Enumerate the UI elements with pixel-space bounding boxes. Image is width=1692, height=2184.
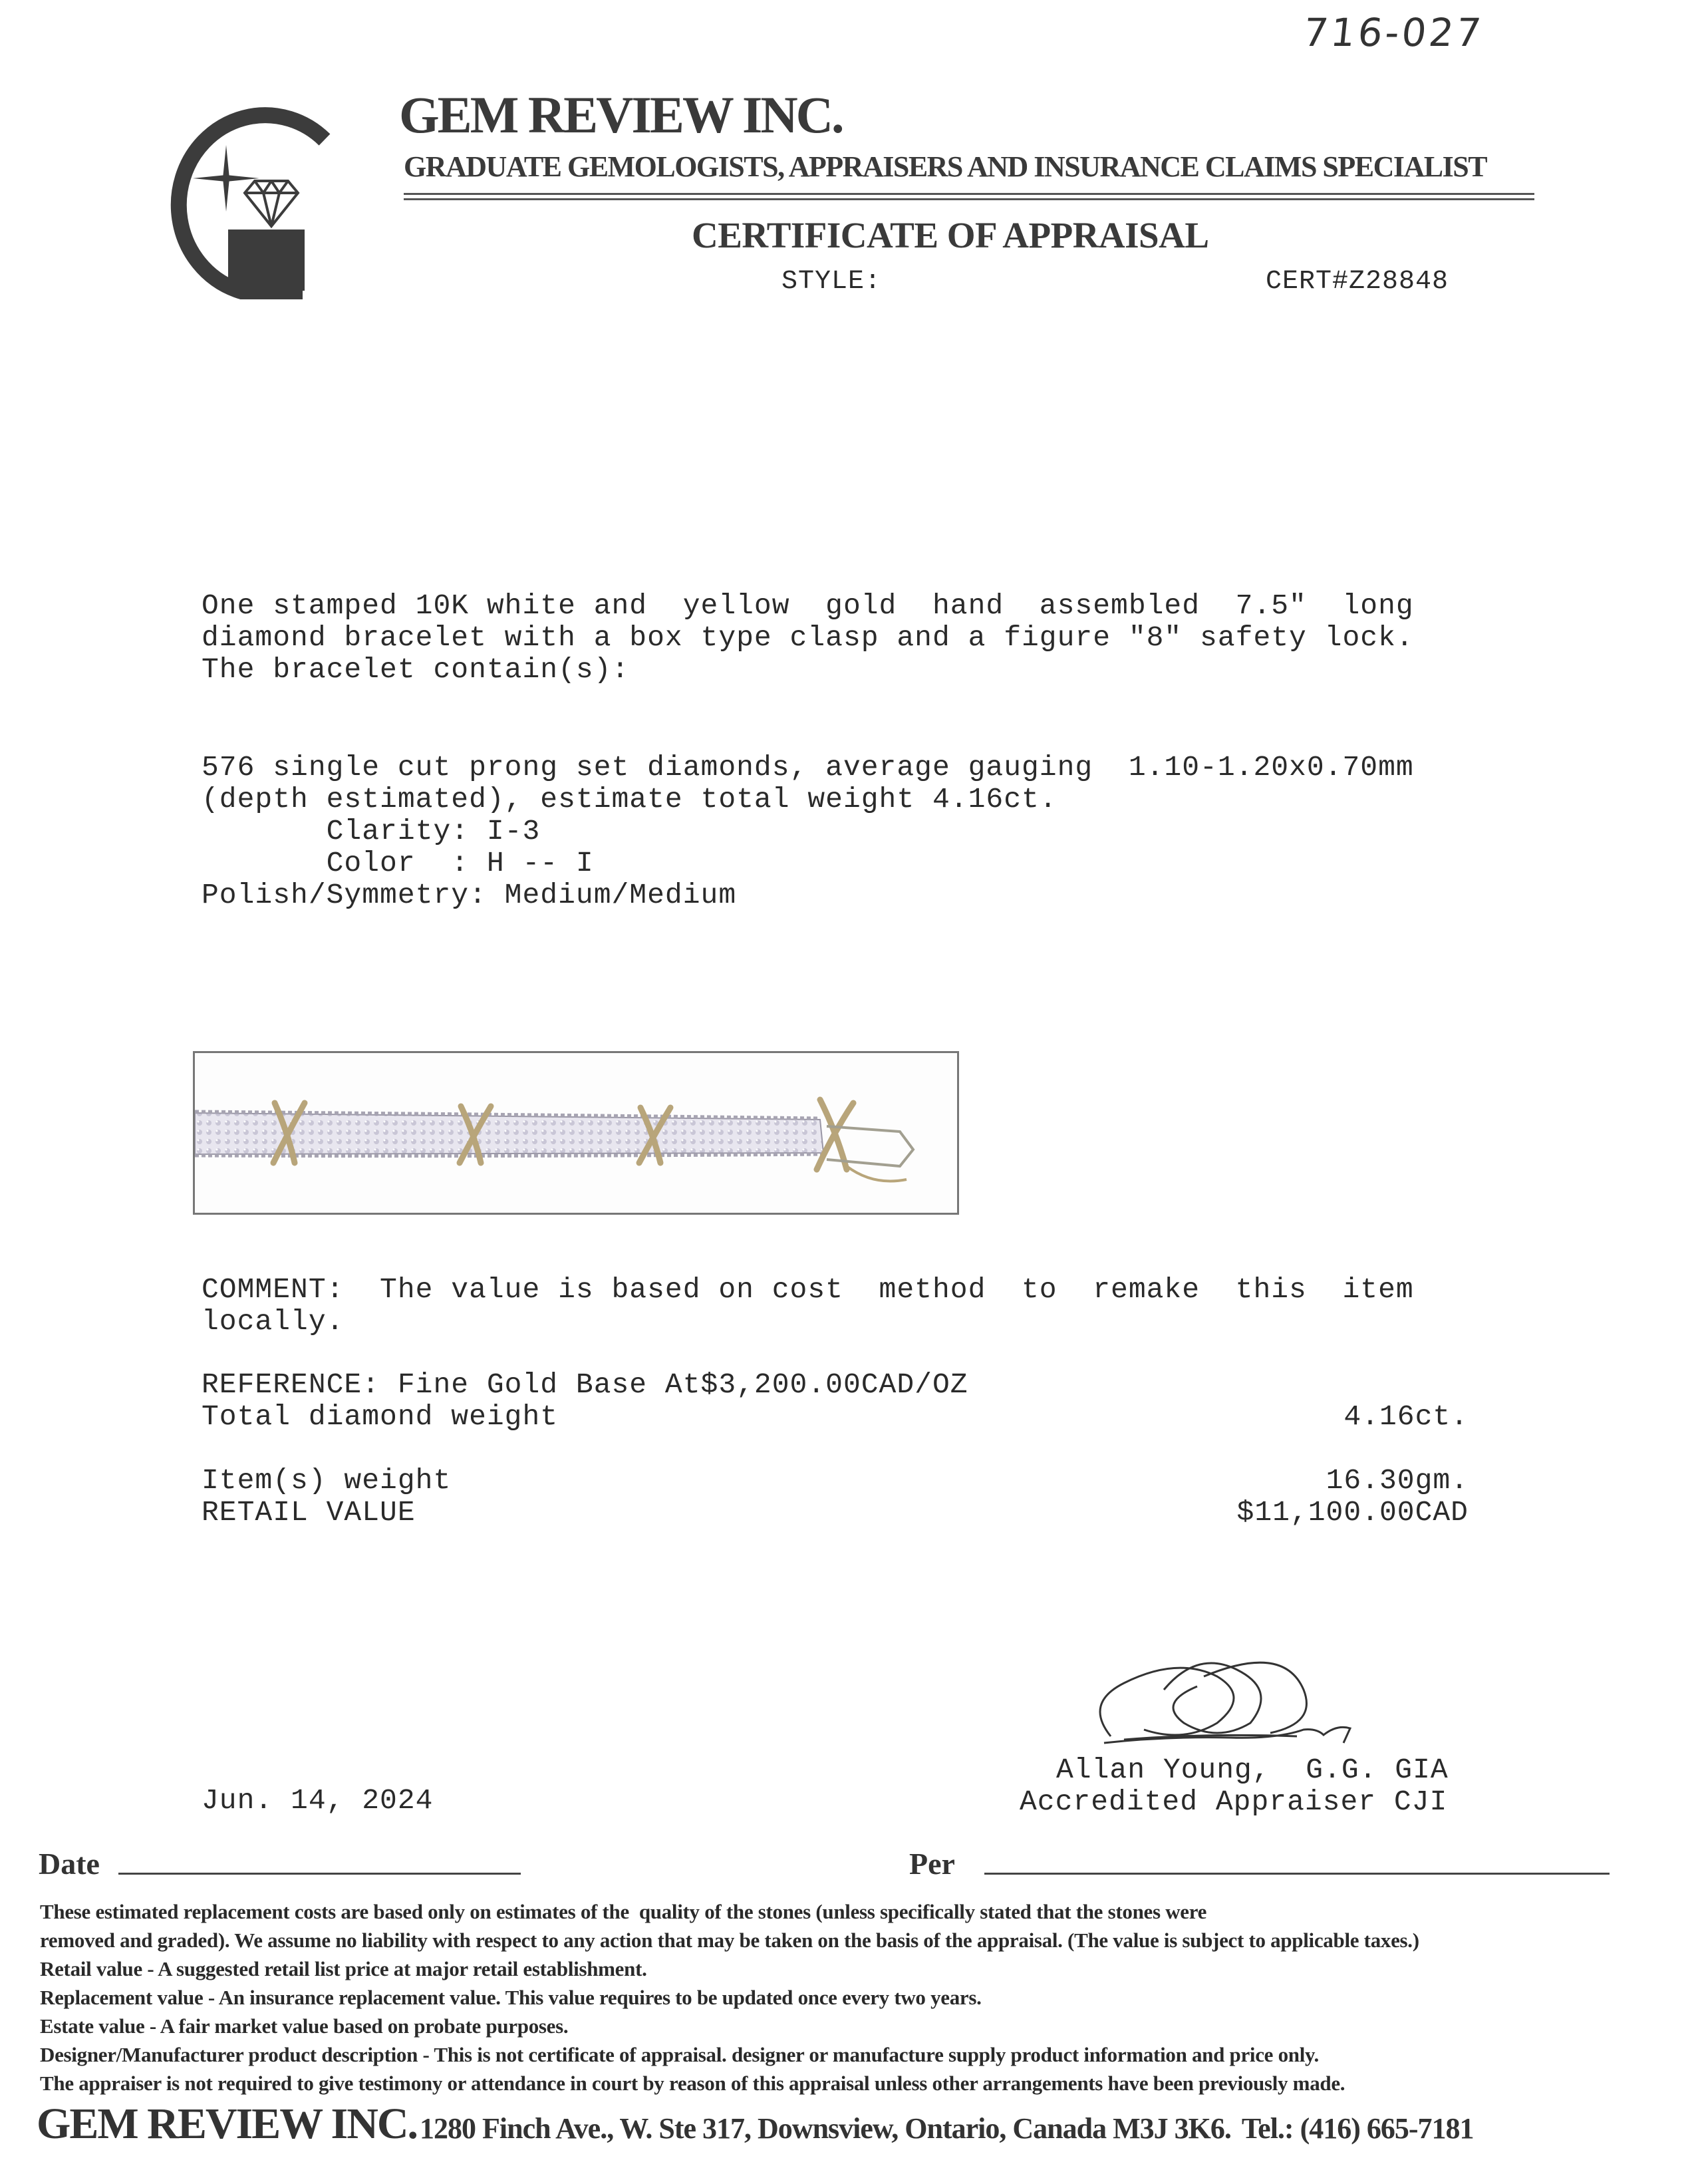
company-logo <box>145 100 331 299</box>
company-name: GEM REVIEW INC. <box>399 86 843 144</box>
footer-phone: Tel.: (416) 665-7181 <box>1241 2112 1474 2145</box>
comment-line: COMMENT: The value is based on cost method to remake this item <box>202 1273 1414 1306</box>
certificate-title: CERTIFICATE OF APPRAISAL <box>692 215 1209 255</box>
header-rule <box>404 193 1534 200</box>
polish-symmetry: Polish/Symmetry: Medium/Medium <box>202 879 737 911</box>
per-line <box>984 1873 1610 1875</box>
disclaimer-line: These estimated replacement costs are based only on estimates of the quality of the stones (unless specifically stated that the stones were <box>40 1900 1207 1923</box>
color-grade: Color : H -- I <box>202 847 594 879</box>
disclaimer-line: Designer/Manufacturer product description - This is not certificate of appraisal. designer or manufacture supply product information and price only. <box>40 2043 1319 2066</box>
item-weight-value: 16.30gm. <box>1326 1464 1469 1497</box>
appraiser-credential: Accredited Appraiser CJI <box>1020 1786 1448 1818</box>
gold-reference: REFERENCE: Fine Gold Base At$3,200.00CAD/OZ <box>202 1368 968 1401</box>
footer <box>37 2099 1474 2149</box>
footer-address: 1280 Finch Ave., W. Ste 317, Downsview, Ontario, Canada M3J 3K6. <box>420 2112 1231 2145</box>
total-diamond-weight-value: 4.16ct. <box>1343 1400 1469 1433</box>
footer-company: GEM REVIEW INC. <box>37 2100 418 2148</box>
description-line: One stamped 10K white and yellow gold hand assembled 7.5" long <box>202 589 1414 622</box>
bracelet-photo <box>193 1051 959 1215</box>
retail-value-amount: $11,100.00CAD <box>1236 1496 1469 1529</box>
date-line <box>118 1873 521 1875</box>
disclaimer-line: The appraiser is not required to give testimony or attendance in court by reason of this appraisal unless other arrangements have been previously made. <box>40 2072 1345 2095</box>
disclaimer-line: Estate value - A fair market value based on probate purposes. <box>40 2014 569 2038</box>
diamond-details-line: (depth estimated), estimate total weight 4.16ct. <box>202 783 1058 816</box>
date-label: Date <box>39 1847 100 1881</box>
item-weight-label: Item(s) weight <box>202 1464 452 1497</box>
per-label: Per <box>909 1847 955 1881</box>
disclaimer-line: Retail value - A suggested retail list price at major retail establishment. <box>40 1957 647 1980</box>
retail-value-label: RETAIL VALUE <box>202 1496 416 1529</box>
cert-number: CERT#Z28848 <box>1266 267 1449 297</box>
style-label: STYLE: <box>781 267 882 297</box>
description-line: diamond bracelet with a box type clasp and a figure "8" safety lock. <box>202 621 1414 654</box>
clarity-grade: Clarity: I-3 <box>202 815 541 848</box>
company-tagline: GRADUATE GEMOLOGISTS, APPRAISERS AND INSURANCE CLAIMS SPECIALIST <box>404 150 1487 183</box>
comment-line: locally. <box>202 1305 345 1338</box>
disclaimer-line: removed and graded). We assume no liability with respect to any action that may be taken on the basis of the appraisal. (The value is subject to applicable taxes.) <box>40 1929 1419 1952</box>
handwritten-reference: 716-027 <box>1301 10 1486 55</box>
total-diamond-weight-label: Total diamond weight <box>202 1400 559 1433</box>
diamond-details-line: 576 single cut prong set diamonds, average gauging 1.10-1.20x0.70mm <box>202 751 1414 784</box>
appraiser-signature <box>1084 1650 1390 1763</box>
appraiser-name: Allan Young, G.G. GIA <box>1056 1754 1449 1786</box>
appraisal-date: Jun. 14, 2024 <box>202 1784 434 1817</box>
description-line: The bracelet contain(s): <box>202 653 630 686</box>
disclaimer-line: Replacement value - An insurance replacement value. This value requires to be updated once every two years. <box>40 1986 982 2009</box>
